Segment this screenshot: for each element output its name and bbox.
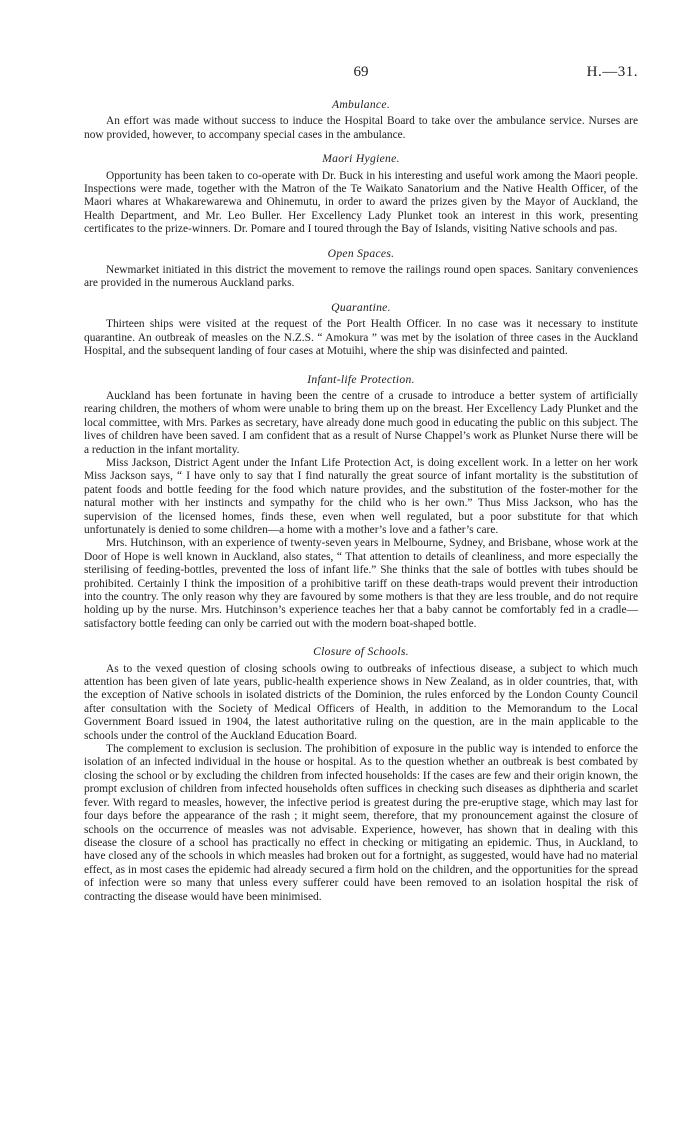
paragraph: Newmarket initiated in this district the movement to remove the railings round open spaces. Sanitary conveniences are provided in the numerous Auckland parks. xyxy=(84,264,638,290)
report-reference: H.—31. xyxy=(586,64,638,80)
paragraph: Opportunity has been taken to co-operate with Dr. Buck in his interesting and useful work among the Maori people. Inspections were made, together with the Matron of the Te Waikato Sanatorium and the Native Health Officer, of the Maori whares at Whakarewarewa and Ohinemutu, in order to award the prizes given by the Mayor of Auckland, the Health Department, and Mr. Leo Buller. Her Excellency Lady Plunket took an interest in this work, presenting certificates to the prize-winners. Dr. Pomare and I toured through the Bay of Islands, visiting Native schools and pas. xyxy=(84,169,638,236)
section-open-spaces xyxy=(84,247,638,291)
section-closure-of-schools xyxy=(84,645,638,904)
section-title: Infant-life Protection. xyxy=(307,372,415,386)
page-number: 69 xyxy=(353,64,369,80)
section-title: Open Spaces. xyxy=(327,246,395,260)
paragraph: Auckland has been fortunate in having been the centre of a crusade to introduce a better system of artificially rearing children, the mothers of whom were unable to bring them up on the breast. Her Excellency Lady Plunket and the local committee, with Mrs. Parkes as secretary, have already done much good in educating the public on this subject. The lives of children have been saved. I am confident that as a result of Nurse Chappel’s work as Plunket Nurse there will be a reduction in the infant mortality. xyxy=(84,389,638,456)
section-title: Maori Hygiene. xyxy=(322,152,400,166)
paragraph: Miss Jackson, District Agent under the Infant Life Protection Act, is doing excellent work. In a letter on her work Miss Jackson says, “ I have only to say that I find naturally the great source of infant mortality is the substitution of patent foods and bottle feeding for the food which nature provides, and the substitution of the foster-mother for the natural mother with her instincts and sympathy for the child who is her own.” Thus Miss Jackson, who has the supervision of the licensed homes, finds these, even when well regulated, but a poor substitute for that which unfortunately is denied to some children—a home with a mother’s love and a father’s care. xyxy=(84,456,638,536)
page-header xyxy=(84,60,638,88)
section-quarantine xyxy=(84,301,638,359)
section-ambulance xyxy=(84,98,638,142)
paragraph: As to the vexed question of closing schools owing to outbreaks of infectious disease, a subject to which much attention has been given of late years, public-health experience shows in New Zealand, as in older countries, that, with the exception of Native schools in isolated districts of the Dominion, the rules enforced by the London County Council after consultation with the Society of Medical Officers of Health, in addition to the Memorandum to the Local Government Board issued in 1904, the latest authoritative ruling on the question, are in the main applicable to the schools under the control of the Auckland Education Board. xyxy=(84,662,638,742)
section-title: Quarantine. xyxy=(331,300,391,314)
section-infant-life-protection xyxy=(84,373,638,632)
paragraph: Thirteen ships were visited at the request of the Port Health Officer. In no case was it necessary to institute quarantine. An outbreak of measles on the N.Z.S. “ Amokura ” was met by the isolation of three cases in the Auckland Hospital, and the subsequent landing of four cases at Motuihi, where the ship was disinfected and painted. xyxy=(84,318,638,358)
paragraph: The complement to exclusion is seclusion. The prohibition of exposure in the public way is intended to enforce the isolation of an infected individual in the house or hospital. As to the question whether an outbreak is best combated by closing the school or by excluding the children from infected households: If the cases are few and their origin known, the prompt exclusion of children from infected households often suffices in checking such diseases as diphtheria and scarlet fever. With regard to measles, however, the infective period is greatest during the pre-eruptive stage, which may last for four days before the appearance of the rash ; it might seem, therefore, that my pronouncement against the closure of schools on the occurrence of measles was not advisable. Experience, however, has shown that in dealing with this disease the closure of a school has practically no effect in checking or mitigating an epidemic. Thus, in Auckland, to have closed any of the schools in which measles had broken out for a fortnight, as suggested, would have had no material effect, as in most cases the epidemic had already secured a firm hold on the children, and the opportunities for the spread of infection were so many that unless every sufferer could have been removed to an isolation hospital the risk of contracting the disease would have been minimised. xyxy=(84,743,638,903)
paragraph: An effort was made without success to induce the Hospital Board to take over the ambulance service. Nurses are now provided, however, to accompany special cases in the ambulance. xyxy=(84,115,638,141)
section-title: Closure of Schools. xyxy=(313,645,409,659)
section-title: Ambulance. xyxy=(331,98,391,111)
section-maori-hygiene xyxy=(84,152,638,236)
paragraph: Mrs. Hutchinson, with an experience of twenty-seven years in Melbourne, Sydney, and Brisbane, whose work at the Door of Hope is well known in Auckland, also states, “ That attention to details of cleanliness, and more especially the sterilising of feeding-bottles, prevented the loss of infant life.” She thinks that the sale of bottles with tubes should be prohibited. Certainly I think the imposition of a prohibitive tariff on these death-traps would prevent their introduction into the country. The only reason why they are favoured by some mothers is that they are less trouble, and do not require holding up by the nurse. Mrs. Hutchinson’s experience teaches her that a baby cannot be comfortably fed in a cradle—satisfactory bottle feeding can only be carried out with the modern boat-shaped bottle. xyxy=(84,537,638,630)
